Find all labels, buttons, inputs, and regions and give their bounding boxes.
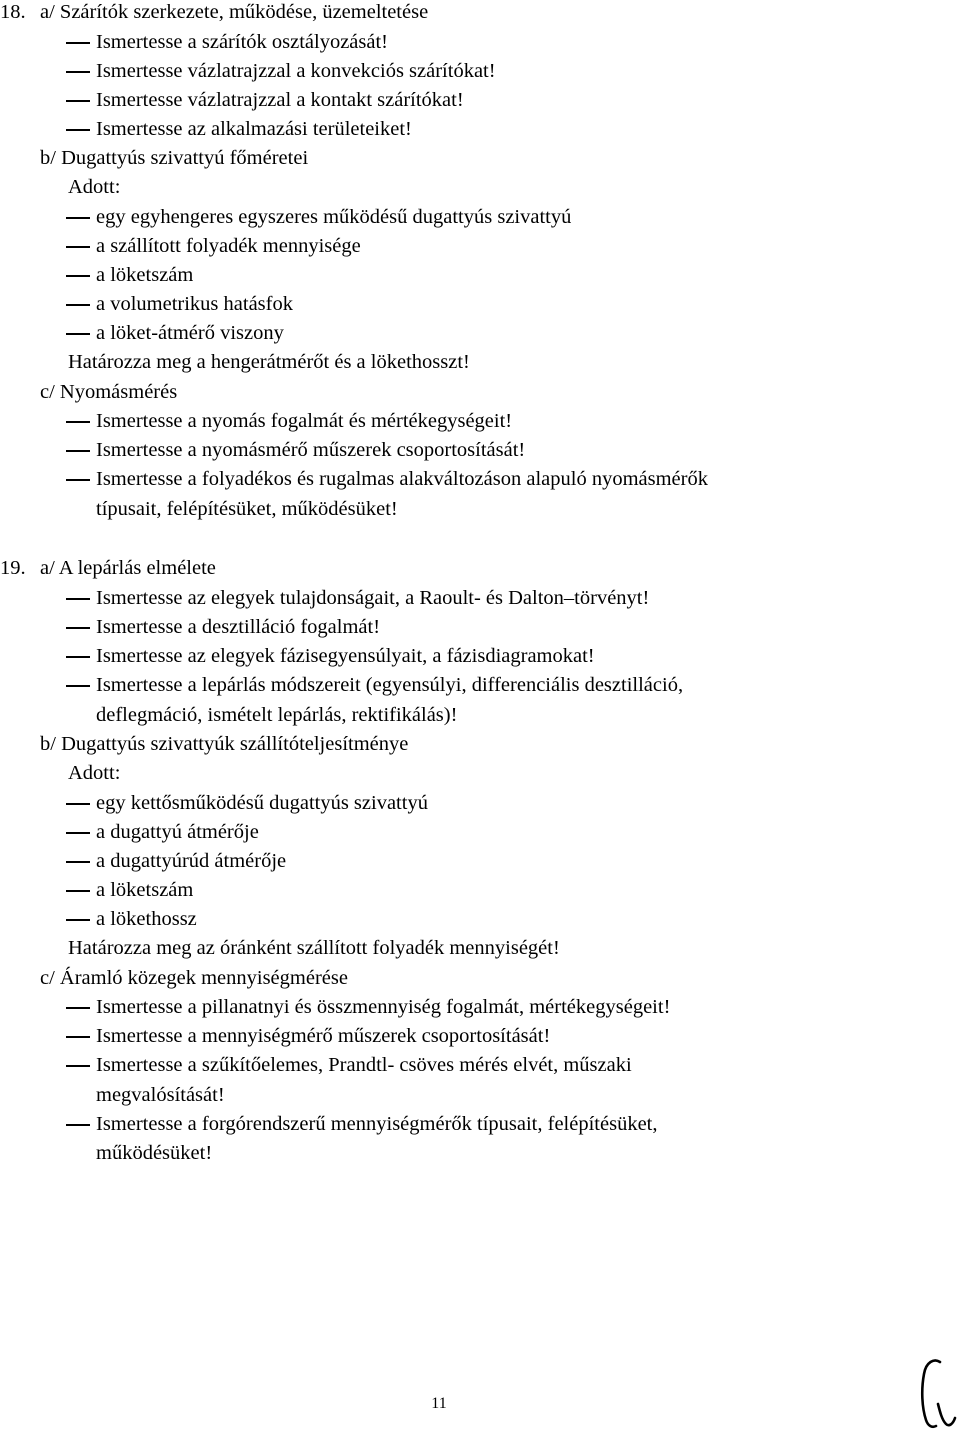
bullet-dash (66, 100, 90, 102)
bullet-dash (66, 685, 90, 687)
bullet-dash (66, 803, 90, 805)
bullet-dash (66, 861, 90, 863)
item-18b-3: a löketszám (96, 264, 194, 286)
bullet-dash (66, 333, 90, 335)
bullet-dash (66, 217, 90, 219)
bullet-dash (66, 129, 90, 131)
bullet-dash (66, 42, 90, 44)
given-label-19b: Adott: (68, 762, 121, 784)
item-19b-1: egy kettősműködésű dugattyús szivattyú (96, 792, 428, 814)
bullet-dash (66, 479, 90, 481)
bullet-dash (66, 450, 90, 452)
item-18b-5: a löket-átmérő viszony (96, 322, 284, 344)
item-19c-1: Ismertesse a pillanatnyi és összmennyiség fogalmát, mértékegységeit! (96, 996, 671, 1018)
item-18b-4: a volumetrikus hatásfok (96, 293, 293, 315)
bullet-dash (66, 1036, 90, 1038)
bullet-dash (66, 627, 90, 629)
given-label-18b: Adott: (68, 176, 121, 198)
item-19c-3-continuation: megvalósítását! (96, 1084, 225, 1106)
page-number: 11 (431, 1395, 447, 1412)
bullet-dash (66, 421, 90, 423)
heading-18b: b/ Dugattyús szivattyú főméretei (40, 147, 309, 169)
item-18a-4: Ismertesse az alkalmazási területeiket! (96, 118, 412, 140)
bullet-dash (66, 1065, 90, 1067)
heading-19c: c/ Áramló közegek mennyiségmérése (40, 967, 348, 989)
bullet-dash (66, 1124, 90, 1126)
item-19a-4: Ismertesse a lepárlás módszereit (egyensúlyi, differenciális desztilláció, (96, 674, 684, 696)
bullet-dash (66, 1007, 90, 1009)
bullet-dash (66, 890, 90, 892)
item-19c-4: Ismertesse a forgórendszerű mennyiségmérők típusait, felépítésüket, (96, 1113, 658, 1135)
item-19c-2: Ismertesse a mennyiségmérő műszerek csoportosítását! (96, 1025, 551, 1047)
item-18a-2: Ismertesse vázlatrajzzal a konvekciós szárítókat! (96, 60, 496, 82)
bullet-dash (66, 919, 90, 921)
heading-18c: c/ Nyomásmérés (40, 381, 178, 403)
item-19a-1: Ismertesse az elegyek tulajdonságait, a Raoult- és Dalton–törvényt! (96, 587, 650, 609)
question-number-19: 19. (0, 557, 26, 579)
item-18c-3: Ismertesse a folyadékos és rugalmas alakváltozáson alapuló nyomásmérők (96, 468, 708, 490)
item-18c-1: Ismertesse a nyomás fogalmát és mértékegységeit! (96, 410, 513, 432)
question-number-18: 18. (0, 1, 26, 23)
item-19b-2: a dugattyú átmérője (96, 821, 259, 843)
task-18b: Határozza meg a hengerátmérőt és a lökethosszt! (68, 351, 470, 373)
item-18a-1: Ismertesse a szárítók osztályozását! (96, 31, 389, 53)
item-19b-3: a dugattyúrúd átmérője (96, 850, 287, 872)
item-19b-5: a lökethossz (96, 908, 197, 930)
heading-19a: a/ A lepárlás elmélete (40, 557, 216, 579)
bullet-dash (66, 598, 90, 600)
item-18a-3: Ismertesse vázlatrajzzal a kontakt szárítókat! (96, 89, 464, 111)
heading-19b: b/ Dugattyús szivattyúk szállítóteljesítménye (40, 733, 409, 755)
item-19c-4-continuation: működésüket! (96, 1142, 213, 1164)
heading-18a: a/ Szárítók szerkezete, működése, üzemeltetése (40, 1, 429, 23)
item-19b-4: a löketszám (96, 879, 194, 901)
item-18c-3-continuation: típusait, felépítésüket, működésüket! (96, 498, 398, 520)
handwritten-signature-icon (918, 1356, 958, 1432)
item-18c-2: Ismertesse a nyomásmérő műszerek csoportosítását! (96, 439, 526, 461)
bullet-dash (66, 246, 90, 248)
item-19a-3: Ismertesse az elegyek fázisegyensúlyait, a fázisdiagramokat! (96, 645, 595, 667)
bullet-dash (66, 304, 90, 306)
item-18b-2: a szállított folyadék mennyisége (96, 235, 361, 257)
bullet-dash (66, 832, 90, 834)
task-19b: Határozza meg az óránként szállított folyadék mennyiségét! (68, 937, 560, 959)
item-19c-3: Ismertesse a szűkítőelemes, Prandtl- csöves mérés elvét, műszaki (96, 1054, 632, 1076)
bullet-dash (66, 656, 90, 658)
bullet-dash (66, 71, 90, 73)
item-18b-1: egy egyhengeres egyszeres működésű dugattyús szivattyú (96, 206, 572, 228)
item-19a-4-continuation: deflegmáció, ismételt lepárlás, rektifikálás)! (96, 704, 458, 726)
bullet-dash (66, 275, 90, 277)
item-19a-2: Ismertesse a desztilláció fogalmát! (96, 616, 381, 638)
